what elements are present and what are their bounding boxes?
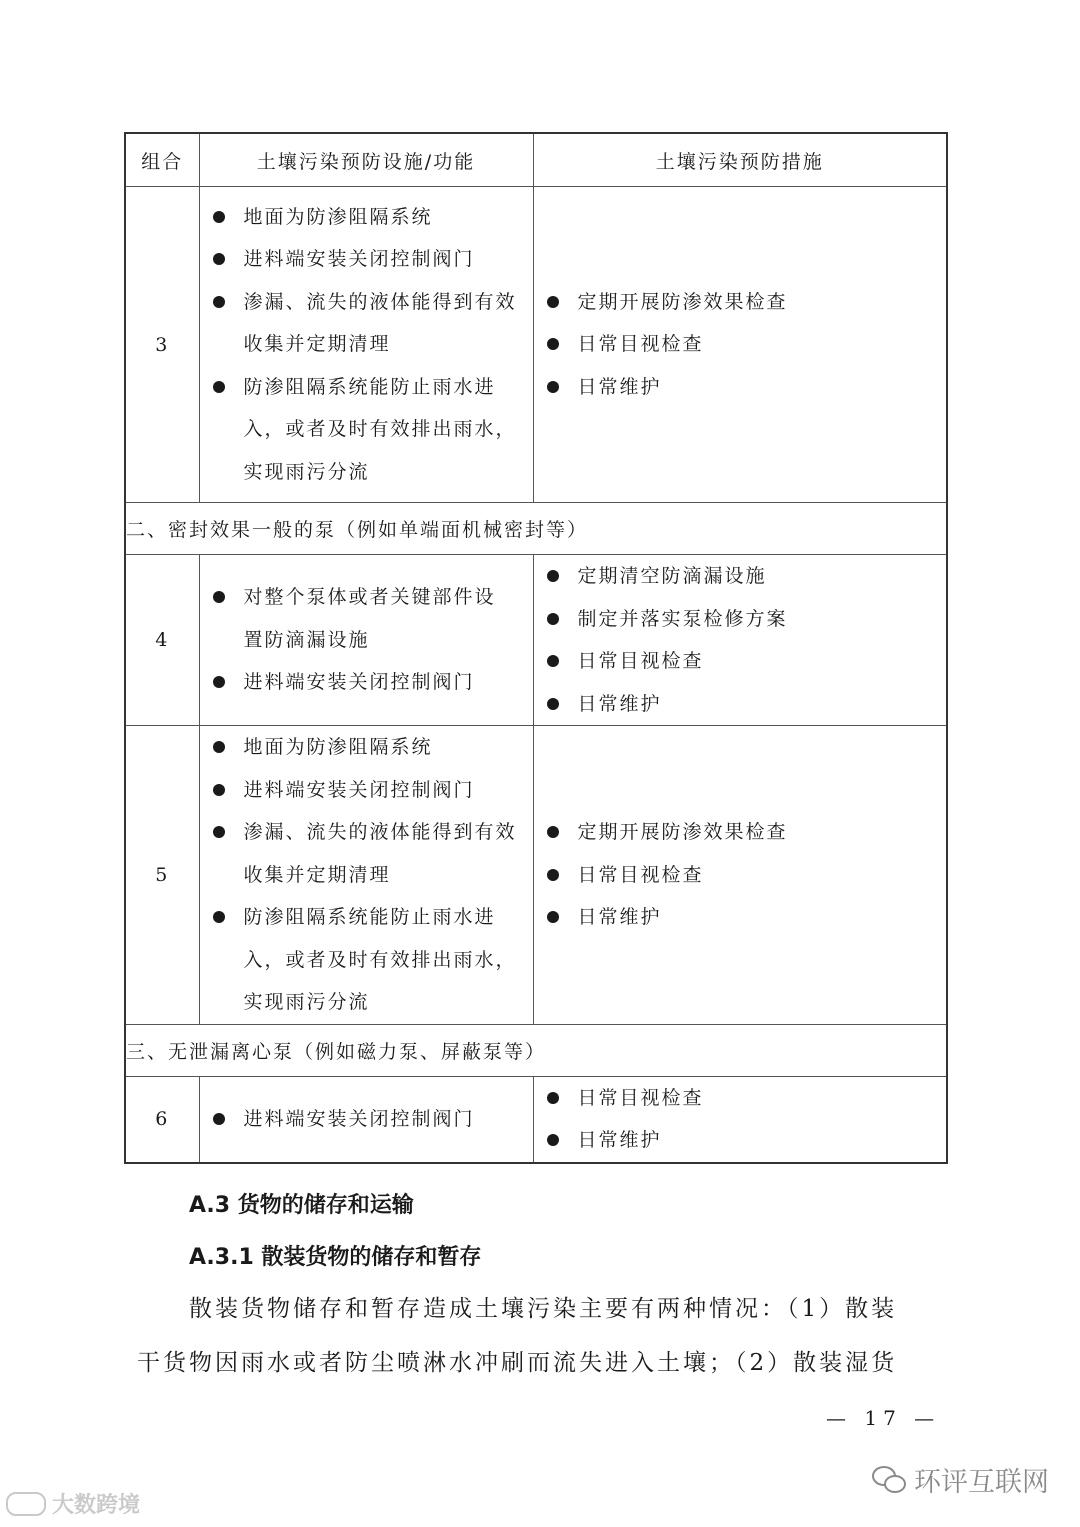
section-title: 三、无泄漏离心泵（例如磁力泵、屏蔽泵等） bbox=[125, 1024, 947, 1076]
list-item: 进料端安装关闭控制阀门 bbox=[200, 769, 533, 812]
bullet-icon bbox=[547, 911, 559, 923]
measures-cell bbox=[533, 187, 947, 503]
list-item: 制定并落实泵检修方案 bbox=[534, 598, 947, 641]
bullet-icon bbox=[547, 296, 559, 308]
bullet-icon bbox=[547, 1092, 559, 1104]
section-row bbox=[125, 503, 947, 555]
measures-cell bbox=[533, 555, 947, 726]
watermark-logo-icon bbox=[6, 1492, 46, 1516]
bullet-icon bbox=[547, 869, 559, 881]
watermark-right: 环评互联网 bbox=[872, 1460, 1049, 1499]
list-item-continuation: 入，或者及时有效排出雨水， bbox=[243, 948, 517, 971]
table-row bbox=[125, 1076, 947, 1163]
table-header-row bbox=[125, 133, 947, 187]
page-number: — 17 — bbox=[826, 1406, 941, 1430]
list-item: 日常维护 bbox=[534, 683, 947, 726]
list-item: 进料端安装关闭控制阀门 bbox=[200, 661, 533, 704]
watermark-left: 大数跨境 bbox=[6, 1488, 140, 1519]
list-item: 日常目视检查 bbox=[534, 640, 947, 683]
section-heading: A.3 货物的储存和运输 bbox=[189, 1193, 414, 1218]
list-item-continuation: 入，或者及时有效排出雨水， bbox=[243, 418, 517, 441]
table-row bbox=[125, 726, 947, 1025]
list-item: 防渗阻隔系统能防止雨水进 bbox=[200, 896, 533, 939]
body-paragraph bbox=[137, 1282, 937, 1390]
header-combination: 组合 bbox=[125, 133, 199, 187]
bullet-icon bbox=[213, 826, 225, 838]
list-item: 日常维护 bbox=[534, 366, 947, 409]
paragraph-line: 散装货物储存和暂存造成土壤污染主要有两种情况：（1）散装 bbox=[189, 1296, 898, 1322]
list-item-continuation: 收集并定期清理 bbox=[243, 863, 391, 886]
facilities-cell bbox=[199, 726, 533, 1025]
list-item: 对整个泵体或者关键部件设 bbox=[200, 576, 533, 619]
measures-cell bbox=[533, 726, 947, 1025]
list-item: 地面为防渗阻隔系统 bbox=[200, 196, 533, 239]
facilities-cell bbox=[199, 1076, 533, 1163]
header-measures: 土壤污染预防措施 bbox=[533, 133, 947, 187]
bullet-icon bbox=[547, 1134, 559, 1146]
bullet-icon bbox=[547, 698, 559, 710]
bullet-icon bbox=[213, 296, 225, 308]
list-item: 防渗阻隔系统能防止雨水进 bbox=[200, 366, 533, 409]
row-number: 6 bbox=[125, 1076, 199, 1163]
list-item: 日常目视检查 bbox=[534, 323, 947, 366]
list-item-continuation: 实现雨污分流 bbox=[243, 460, 370, 483]
row-number: 3 bbox=[125, 187, 199, 503]
list-item: 进料端安装关闭控制阀门 bbox=[200, 238, 533, 281]
bullet-icon bbox=[213, 676, 225, 688]
row-number: 5 bbox=[125, 726, 199, 1025]
facilities-cell bbox=[199, 187, 533, 503]
table-row bbox=[125, 187, 947, 503]
bullet-icon bbox=[547, 338, 559, 350]
list-item-continuation: 置防滴漏设施 bbox=[243, 628, 370, 651]
bullet-icon bbox=[547, 381, 559, 393]
list-item: 渗漏、流失的液体能得到有效 bbox=[200, 811, 533, 854]
list-item-continuation: 收集并定期清理 bbox=[243, 333, 391, 356]
bullet-icon bbox=[213, 253, 225, 265]
list-item: 地面为防渗阻隔系统 bbox=[200, 726, 533, 769]
table-row bbox=[125, 555, 947, 726]
bullet-icon bbox=[547, 655, 559, 667]
pump-measures-table bbox=[124, 132, 948, 1164]
facilities-cell bbox=[199, 555, 533, 726]
bullet-icon bbox=[213, 741, 225, 753]
list-item: 日常目视检查 bbox=[534, 1077, 947, 1120]
row-number: 4 bbox=[125, 555, 199, 726]
list-item: 定期开展防渗效果检查 bbox=[534, 281, 947, 324]
bullet-icon bbox=[547, 613, 559, 625]
list-item: 日常目视检查 bbox=[534, 854, 947, 897]
measures-cell bbox=[533, 1076, 947, 1163]
bullet-icon bbox=[213, 591, 225, 603]
header-facilities: 土壤污染预防设施/功能 bbox=[199, 133, 533, 187]
section-row bbox=[125, 1024, 947, 1076]
paragraph-line: 干货物因雨水或者防尘喷淋水冲刷而流失进入土壤；（2）散装湿货 bbox=[137, 1350, 898, 1376]
list-item: 日常维护 bbox=[534, 896, 947, 939]
bullet-icon bbox=[213, 784, 225, 796]
section-title: 二、密封效果一般的泵（例如单端面机械密封等） bbox=[125, 503, 947, 555]
wechat-icon bbox=[872, 1466, 906, 1494]
list-item: 定期清空防滴漏设施 bbox=[534, 555, 947, 598]
list-item: 进料端安装关闭控制阀门 bbox=[200, 1098, 533, 1141]
list-item: 日常维护 bbox=[534, 1119, 947, 1162]
subsection-heading: A.3.1 散装货物的储存和暂存 bbox=[189, 1245, 482, 1270]
bullet-icon bbox=[547, 570, 559, 582]
list-item: 渗漏、流失的液体能得到有效 bbox=[200, 281, 533, 324]
list-item-continuation: 实现雨污分流 bbox=[243, 991, 370, 1013]
bullet-icon bbox=[213, 911, 225, 923]
bullet-icon bbox=[547, 826, 559, 838]
bullet-icon bbox=[213, 211, 225, 223]
list-item: 定期开展防渗效果检查 bbox=[534, 811, 947, 854]
bullet-icon bbox=[213, 381, 225, 393]
bullet-icon bbox=[213, 1113, 225, 1125]
